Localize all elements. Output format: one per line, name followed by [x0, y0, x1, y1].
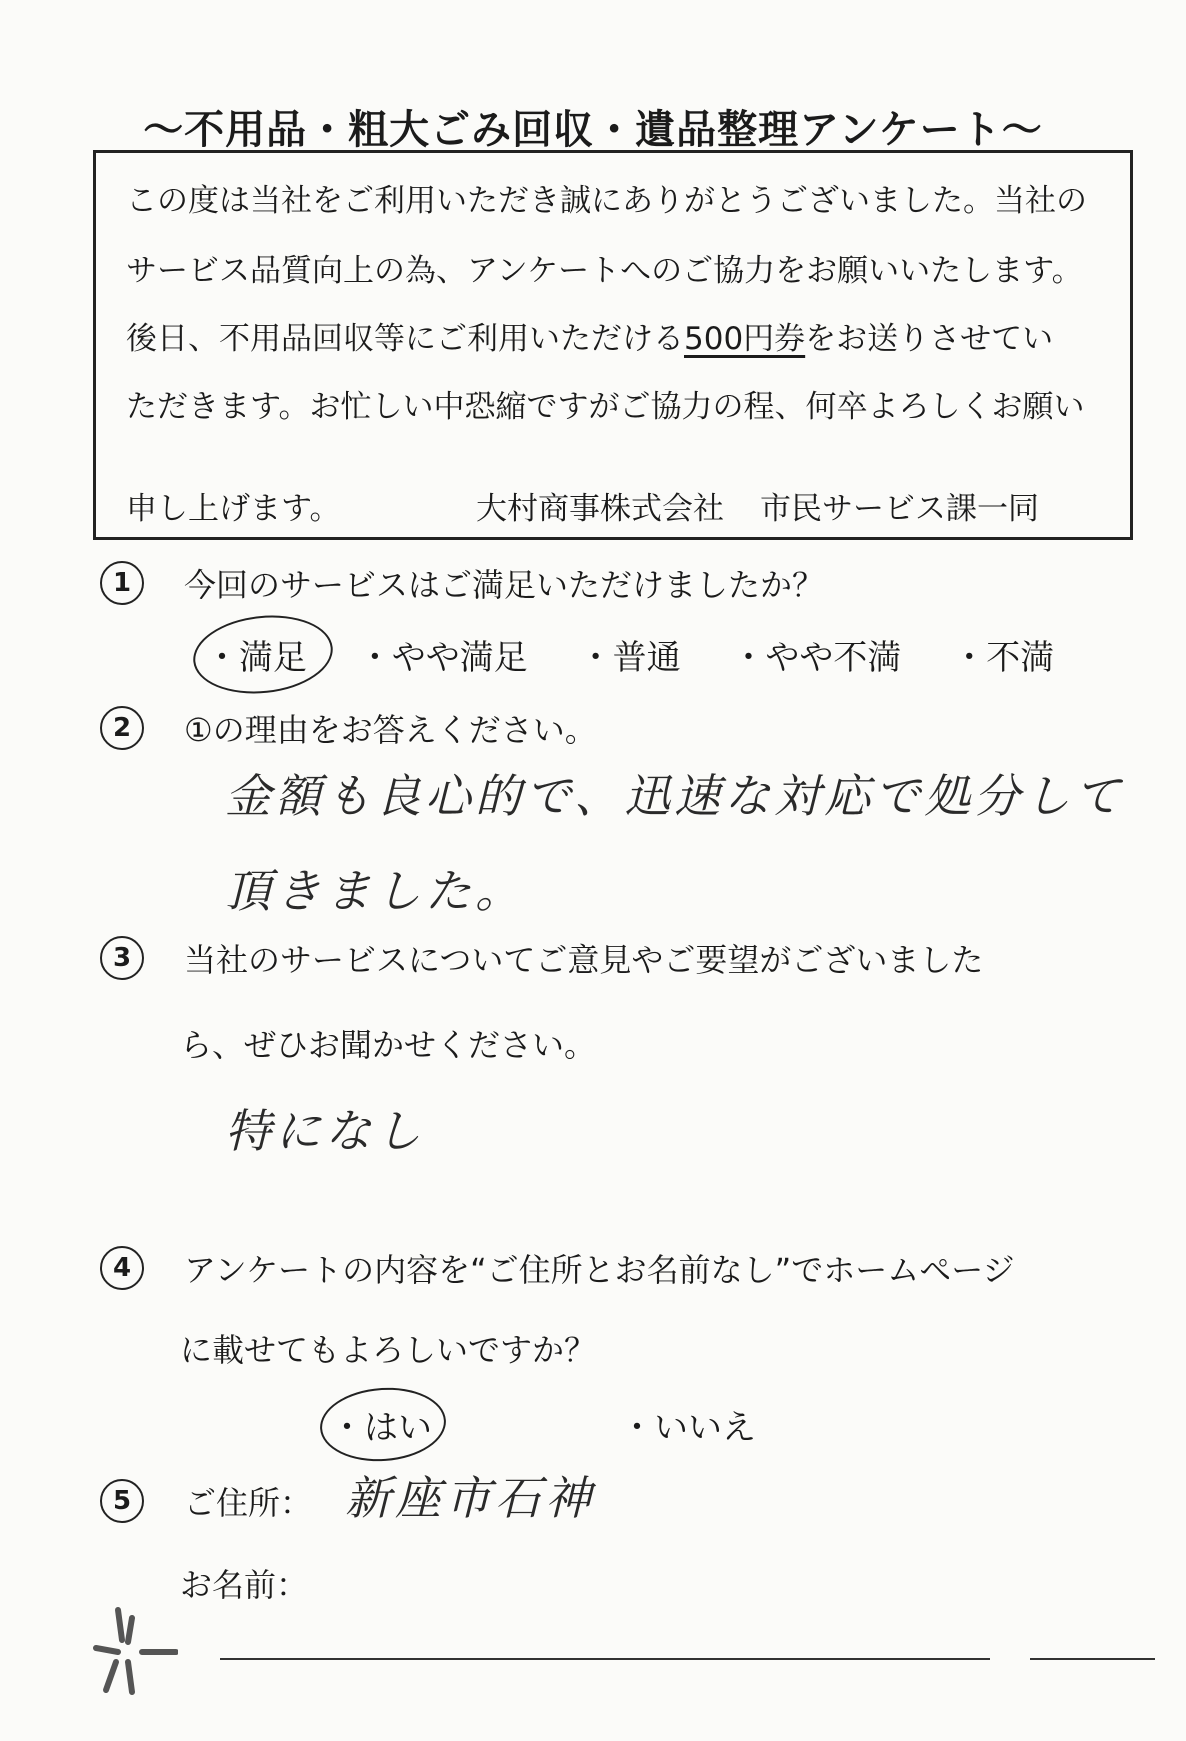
question-4-number: 4 — [100, 1246, 144, 1290]
option-satisfied[interactable]: ・満足 — [205, 630, 307, 679]
option-yes[interactable]: ・はい — [330, 1400, 432, 1449]
option-somewhat-satisfied[interactable]: ・やや満足 — [357, 638, 528, 678]
question-3-text-line-1: 当社のサービスについてご意見やご要望がございました — [184, 941, 984, 979]
question-2-number: 2 — [100, 706, 144, 750]
address-label: ご住所： — [184, 1484, 313, 1522]
question-1-number: 1 — [100, 561, 144, 605]
question-5-number: 5 — [100, 1479, 144, 1523]
question-2-text: ①の理由をお答えください。 — [184, 711, 597, 749]
address-value: 新座市石神 — [345, 1471, 595, 1525]
question-3-text-line-2: ら、ぜひお聞かせください。 — [180, 1026, 597, 1064]
intro-line-1: この度は当社をご利用いただき誠にありがとうございました。当社の — [126, 183, 1087, 219]
voucher-amount: 500円券 — [684, 321, 806, 357]
option-somewhat-dissatisfied[interactable]: ・やや不満 — [731, 638, 902, 678]
question-2-answer-line-2: 頂きました。 — [225, 864, 525, 918]
question-4 — [100, 1245, 1015, 1291]
question-2 — [100, 705, 597, 751]
question-1-options — [205, 630, 1094, 679]
question-2-answer-line-1: 金額も良心的で、迅速な対応で処分して — [225, 769, 1125, 823]
option-no[interactable]: ・いいえ — [620, 1408, 756, 1448]
question-3-answer: 特になし — [225, 1104, 425, 1158]
intro-line-3-end: をお送りさせてい — [805, 321, 1054, 357]
asterisk-mark-icon — [88, 1600, 178, 1700]
intro-line-3 — [126, 313, 1053, 358]
question-4-text-line-1: アンケートの内容を“ご住所とお名前なし”でホームページ — [184, 1251, 1015, 1289]
survey-title: ～不用品・粗大ごみ回収・遺品整理アンケート～ — [143, 107, 1043, 153]
intro-line-2: サービス品質向上の為、アンケートへのご協力をお願いいたします。 — [126, 253, 1083, 289]
name-underline-end — [1030, 1658, 1155, 1660]
intro-box — [93, 150, 1133, 540]
question-1-text: 今回のサービスはご満足いただけましたか？ — [184, 566, 825, 604]
intro-line-4: ただきます。お忙しい中恐縮ですがご協力の程、何卒よろしくお願い — [126, 389, 1085, 425]
question-3-number: 3 — [100, 936, 144, 980]
signature — [476, 483, 1039, 528]
company-name: 大村商事株式会社 — [476, 491, 724, 527]
question-3 — [100, 935, 983, 981]
name-underline — [220, 1658, 990, 1660]
intro-line-5: 申し上げます。 — [126, 491, 341, 527]
intro-line-3-start: 後日、不用品回収等にご利用いただける — [126, 321, 684, 357]
question-4-text-line-2: に載せてもよろしいですか？ — [180, 1331, 597, 1369]
question-5 — [100, 1478, 312, 1524]
question-1 — [100, 560, 824, 606]
option-neutral[interactable]: ・普通 — [578, 638, 681, 678]
option-dissatisfied[interactable]: ・不満 — [952, 638, 1055, 678]
name-label: お名前： — [180, 1566, 309, 1604]
department-name: 市民サービス課一同 — [760, 491, 1039, 527]
